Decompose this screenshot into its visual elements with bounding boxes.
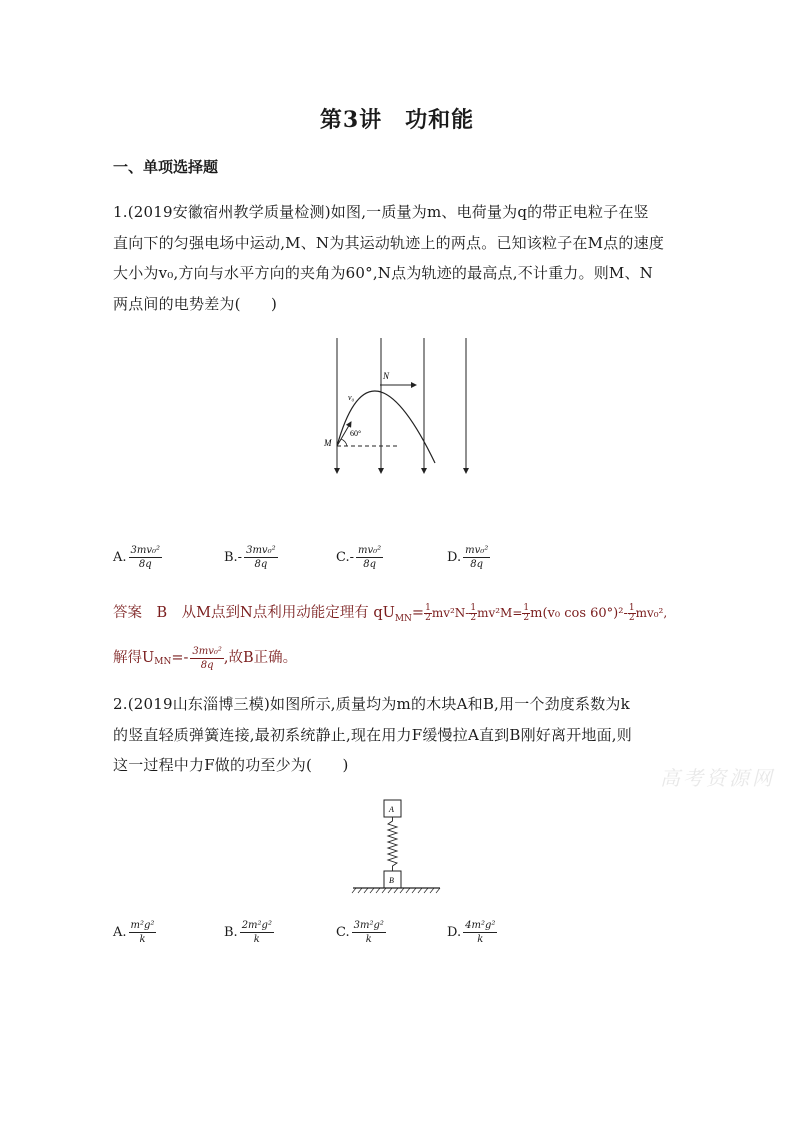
q2-option-c[interactable]: C. $\frac{\text{3m²g²}}{k}$ xyxy=(336,920,384,945)
label-a: A xyxy=(389,805,394,814)
q1-answer-line2: 解得U $_{MN}$ =- $\frac{\text{3mv₀²}}{8q}$ ,故B正确。 xyxy=(113,645,298,671)
fraction: $\frac{\text{3m²g²}}{k}$ xyxy=(353,920,384,945)
label-v0: v₀ xyxy=(348,393,355,402)
stem-line: 这一过程中力F做的功至少为( ) xyxy=(113,756,349,774)
q2-option-d[interactable]: D. $\frac{\text{4m²g²}}{k}$ xyxy=(447,920,496,945)
spring xyxy=(388,817,397,871)
stem-line: 的竖直轻质弹簧连接,最初系统静止,现在用力F缓慢拉A直到B刚好离开地面,则 xyxy=(113,725,632,744)
q2-option-a[interactable]: A. $\frac{\text{m²g²}}{k}$ xyxy=(113,920,155,945)
fraction: $\frac{\text{2m²g²}}{k}$ xyxy=(241,920,272,945)
stem-line: 大小为v₀,方向与水平方向的夹角为60°,N点为轨迹的最高点,不计重力。则M、N xyxy=(113,264,653,282)
label-m: M xyxy=(324,438,332,448)
ground-hatch xyxy=(352,888,440,893)
label-angle: 60° xyxy=(350,429,362,438)
section-heading: 一、单项选择题 xyxy=(113,158,219,176)
q1-option-b[interactable]: B.- $\frac{\text{3mv₀²}}{8q}$ xyxy=(224,545,276,570)
fraction: $\frac{\text{3mv₀²}}{8q}$ xyxy=(130,545,161,570)
electric-field-figure xyxy=(320,333,480,478)
q1-option-c[interactable]: C.- $\frac{\text{mv₀²}}{8q}$ xyxy=(336,545,382,570)
angle-arc xyxy=(341,439,347,446)
question-2-stem xyxy=(113,689,683,781)
watermark: 高考资源网 xyxy=(660,766,775,790)
fraction: $\frac{\text{mv₀²}}{8q}$ xyxy=(358,545,382,570)
q2-option-b[interactable]: B. $\frac{\text{2m²g²}}{k}$ xyxy=(224,920,272,945)
question-1-stem xyxy=(113,197,683,319)
fraction: $\frac{\text{3mv₀²}}{8q}$ xyxy=(246,545,276,570)
stem-line: 2.(2019山东淄博三模)如图所示,质量均为m的木块A和B,用一个劲度系数为k xyxy=(113,695,630,713)
fraction: $\frac{\text{m²g²}}{k}$ xyxy=(130,920,155,945)
label-n: N xyxy=(383,371,390,381)
fraction: $\frac{\text{4m²g²}}{k}$ xyxy=(465,920,496,945)
q1-answer-line1: 答案 B 从M点到N点利用动能定理有 $qU_{MN}=$ $\frac{1}{2}$ mv²N- $\frac{1}{2}$ mv²M= $\frac{1}{2}$ m(v₀ cos 60°)²- $\frac{1}{2}$ mv₀², xyxy=(113,602,668,624)
label-b: B xyxy=(389,876,394,885)
stem-line: 直向下的匀强电场中运动,M、N为其运动轨迹上的两点。已知该粒子在M点的速度 xyxy=(113,233,665,252)
stem-line: 两点间的电势差为( ) xyxy=(113,294,278,313)
q1-option-d[interactable]: D. $\frac{\text{mv₀²}}{8q}$ xyxy=(447,545,489,570)
page-title: 第3讲 功和能 xyxy=(319,107,475,133)
field-lines xyxy=(337,338,466,473)
spring-blocks-figure xyxy=(350,796,445,896)
q1-option-a[interactable]: A. $\frac{\text{3mv₀²}}{8q}$ xyxy=(113,545,161,570)
stem-line: 1.(2019安徽宿州教学质量检测)如图,一质量为m、电荷量为q的带正电粒子在竖 xyxy=(113,203,649,221)
fraction: $\frac{\text{mv₀²}}{8q}$ xyxy=(465,545,489,570)
